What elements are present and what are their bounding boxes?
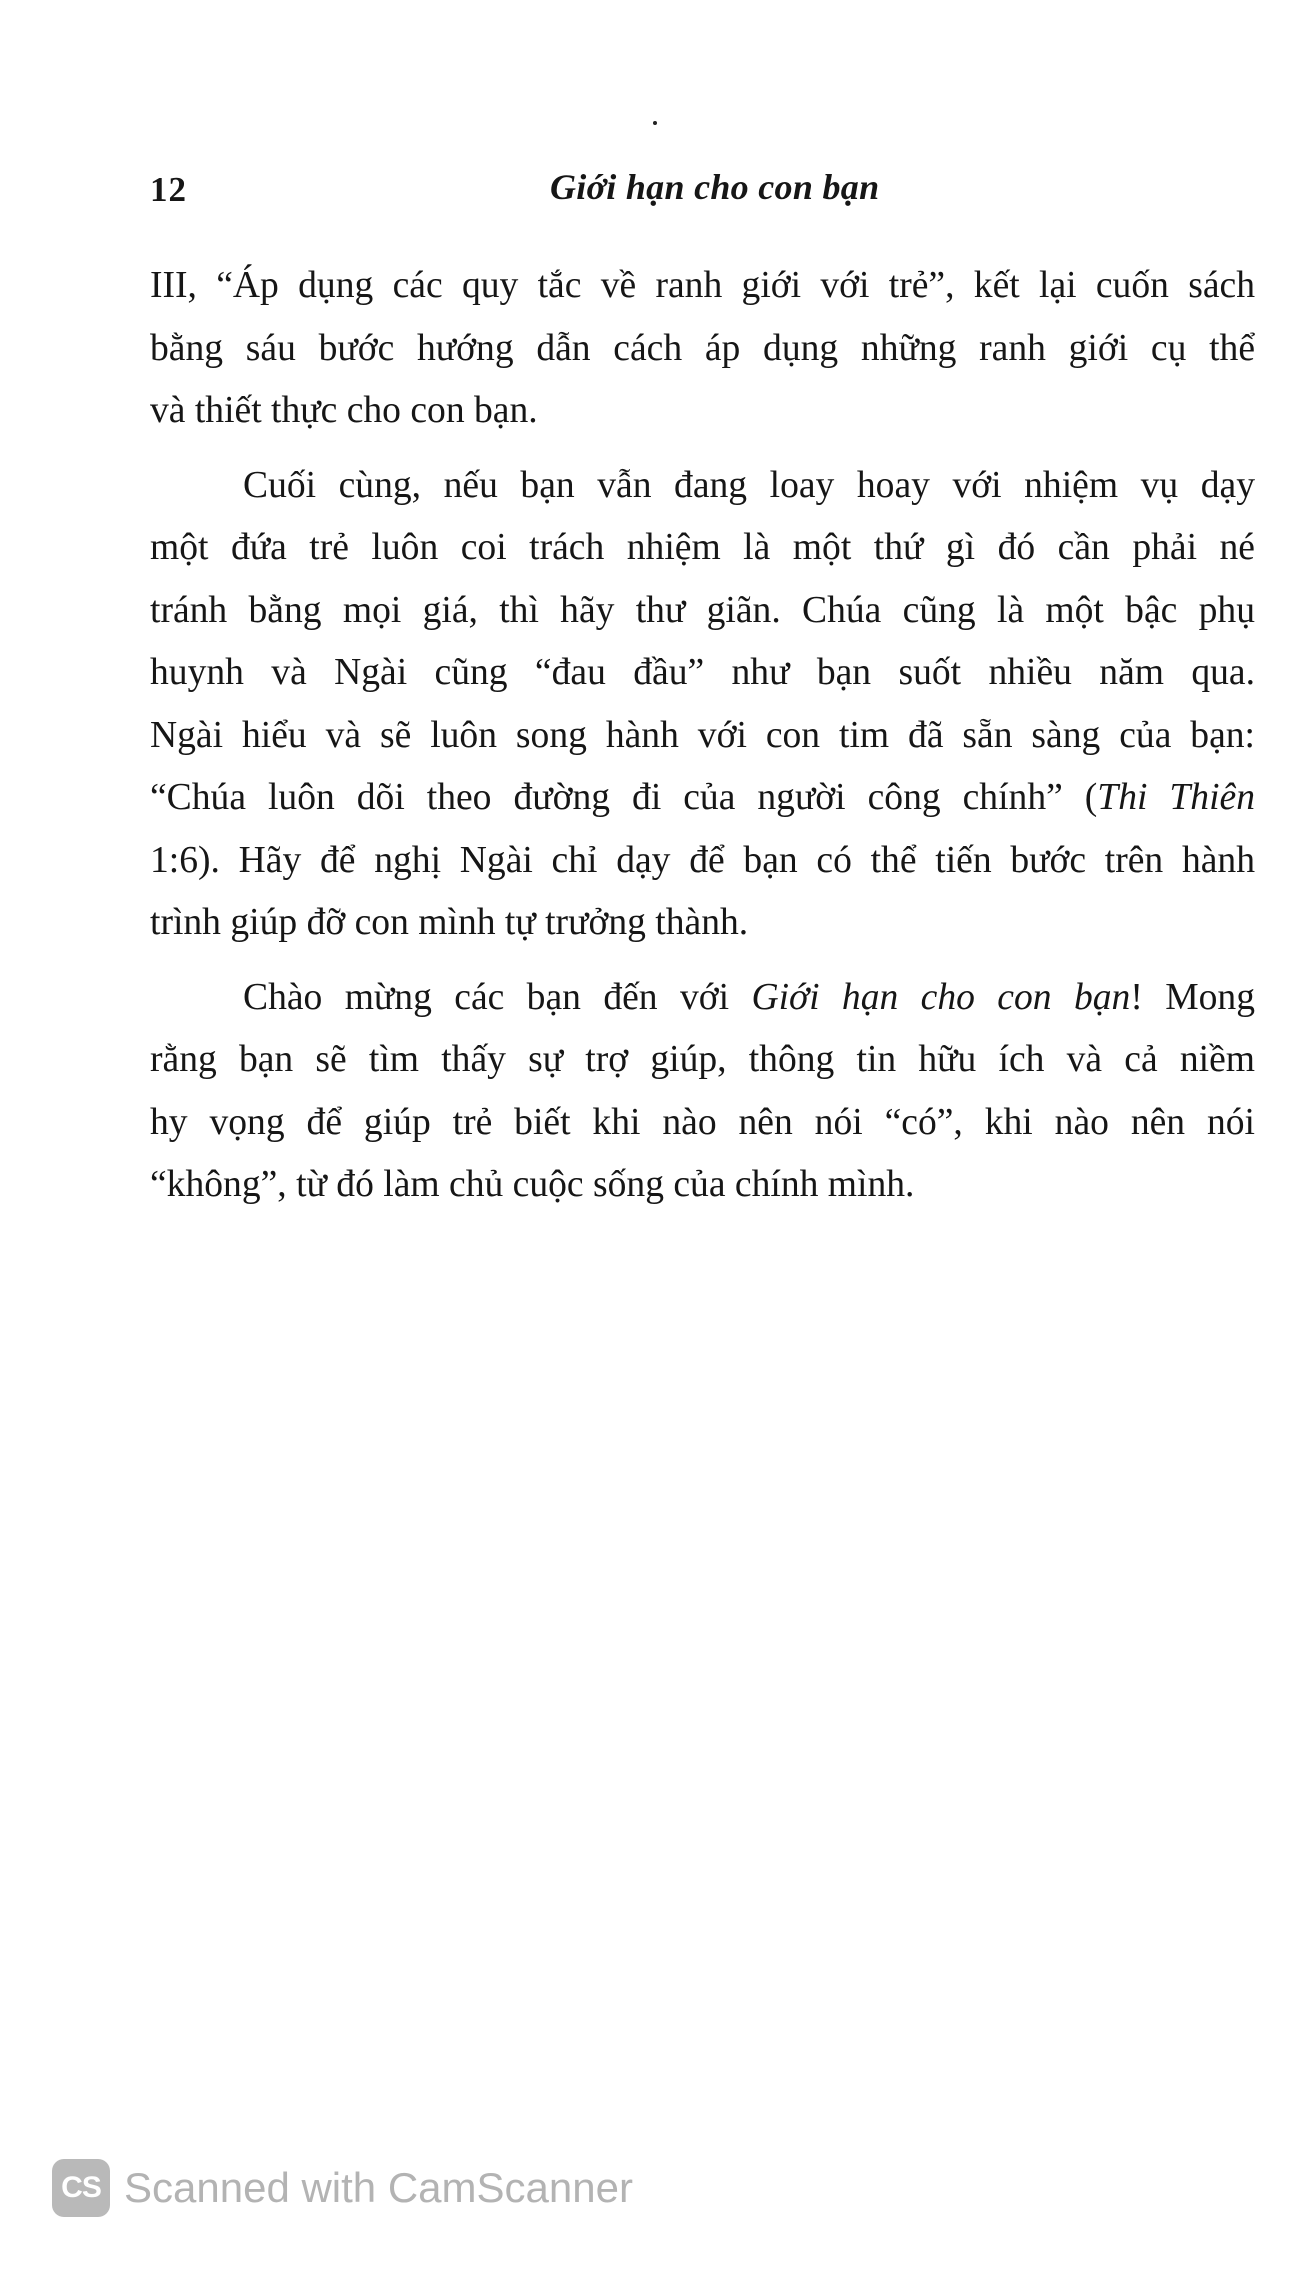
text-line: “không”, từ đó làm chủ cuộc sống của chính mình.: [150, 1164, 915, 1205]
text-line: hy vọng để giúp trẻ biết khi nào nên nói “có”, khi nào nên nói: [150, 1101, 1255, 1143]
text-line-quote: [150, 767, 1255, 830]
running-title: Giới hạn cho con bạn: [550, 167, 880, 207]
page-speck: [653, 121, 657, 125]
paragraph-1: [150, 255, 1255, 443]
text-line: Cuối cùng, nếu bạn vẫn đang loay hoay với nhiệm vụ dạy: [243, 464, 1255, 506]
quote-text: “Chúa luôn dõi theo đường đi của người công chính” (: [150, 777, 1098, 818]
text-line: 1:6). Hãy để nghị Ngài chỉ dạy để bạn có thể tiến bước trên hành: [150, 839, 1255, 881]
text-line: huynh và Ngài cũng “đau đầu” như bạn suốt nhiều năm qua.: [150, 652, 1255, 693]
text-fragment: Chào mừng các bạn đến với: [243, 976, 752, 1018]
camscanner-logo-icon: CS: [52, 2159, 110, 2217]
text-line: rằng bạn sẽ tìm thấy sự trợ giúp, thông tin hữu ích và cả niềm: [150, 1039, 1255, 1080]
text-line: Ngài hiểu và sẽ luôn song hành với con tim đã sẵn sàng của bạn:: [150, 714, 1255, 756]
text-line: và thiết thực cho con bạn.: [150, 390, 538, 431]
paragraph-3: [150, 967, 1255, 1217]
scanner-watermark: [52, 2153, 633, 2223]
text-line: [150, 967, 1255, 1030]
text-line: tránh bằng mọi giá, thì hãy thư giãn. Chúa cũng là một bậc phụ: [150, 589, 1255, 631]
paragraph-2: [150, 455, 1255, 955]
text-line: bằng sáu bước hướng dẫn cách áp dụng những ranh giới cụ thể: [150, 327, 1255, 369]
page-number: 12: [150, 170, 187, 209]
text-line: một đứa trẻ luôn coi trách nhiệm là một thứ gì đó cần phải né: [150, 527, 1255, 568]
watermark-text: Scanned with CamScanner: [124, 2164, 633, 2211]
running-head: [150, 166, 1250, 226]
text-line: trình giúp đỡ con mình tự trưởng thành.: [150, 902, 749, 943]
book-title-inline: Giới hạn cho con bạn: [751, 976, 1131, 1018]
text-line: III, “Áp dụng các quy tắc về ranh giới với trẻ”, kết lại cuốn sách: [150, 265, 1255, 306]
scripture-reference: Thi Thiên: [1097, 777, 1256, 818]
body-text: [150, 255, 1255, 1229]
text-fragment: ! Mong: [1130, 976, 1255, 1018]
